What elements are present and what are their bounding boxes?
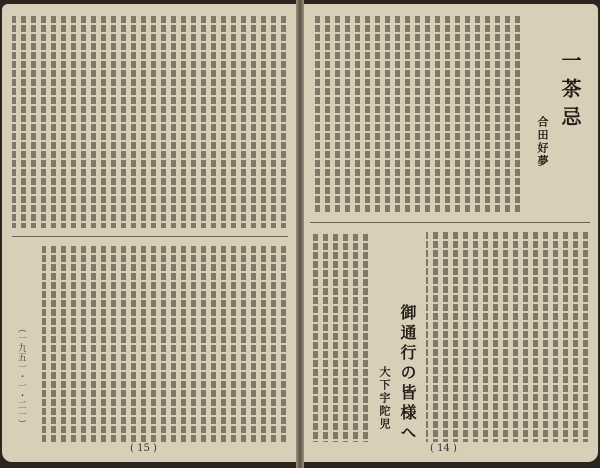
right-lower-text bbox=[426, 232, 590, 442]
second-essay-text bbox=[312, 234, 370, 442]
section-divider bbox=[12, 236, 288, 237]
date-note: （一九五一・一・二一） bbox=[16, 324, 26, 429]
section-divider bbox=[310, 222, 590, 223]
right-page bbox=[302, 4, 598, 462]
essay-author: 合田好夢 bbox=[536, 116, 549, 168]
left-page bbox=[2, 4, 298, 462]
book-gutter bbox=[296, 0, 304, 468]
left-upper-text bbox=[12, 16, 288, 228]
essay-title: 一茶忌 bbox=[558, 50, 582, 134]
second-essay-title: 御通行の皆様へ bbox=[398, 304, 417, 444]
second-essay-author: 大下宇陀児 bbox=[378, 366, 391, 431]
left-lower-text bbox=[42, 246, 288, 442]
right-upper-text bbox=[312, 16, 522, 214]
page-number-left: ( 15 ) bbox=[130, 443, 157, 454]
page-number-right: ( 14 ) bbox=[430, 443, 457, 454]
